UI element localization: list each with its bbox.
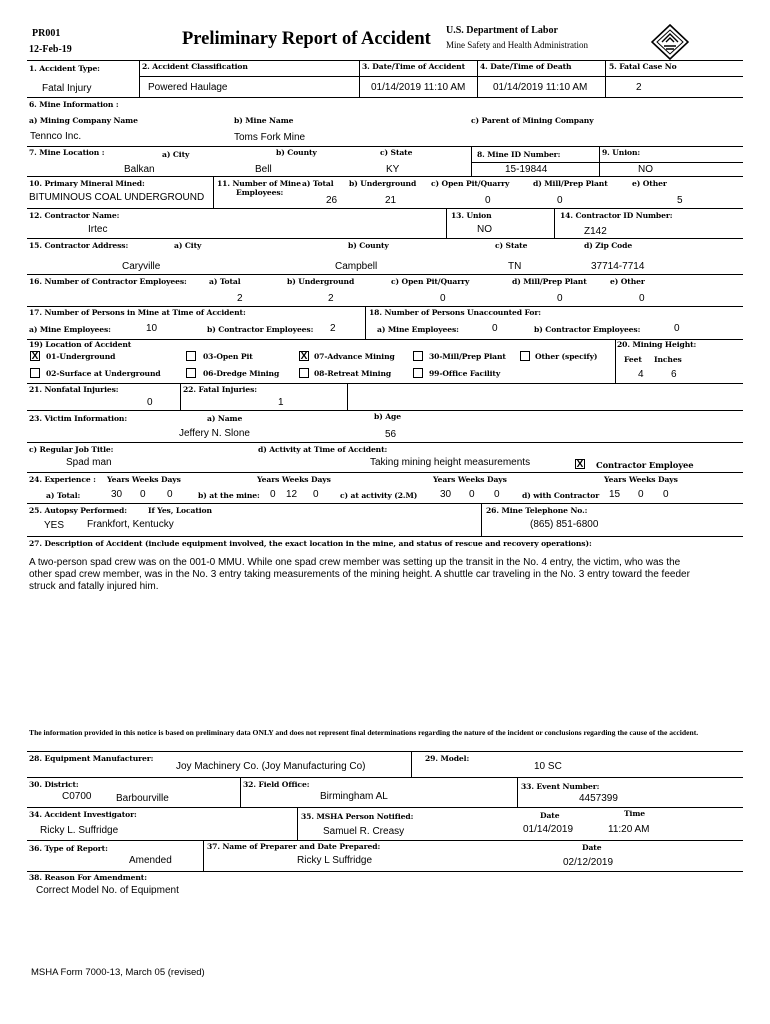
- rule: [27, 503, 743, 504]
- other-location-checkbox[interactable]: [520, 351, 530, 361]
- retreat-mining-checkbox[interactable]: [299, 368, 309, 378]
- mine-state-value: KY: [386, 164, 400, 175]
- mining-height-feet-value: 4: [638, 369, 644, 380]
- open-pit-option-label: 03-Open Pit: [203, 352, 253, 361]
- event-number-value: 4457399: [579, 793, 618, 804]
- contractor-id-label: 14. Contractor ID Number:: [560, 211, 673, 220]
- district-name-value: Barbourville: [116, 793, 169, 804]
- accident-description: A two-person spad crew was on the 001-0 MMU. While one spad crew member was setting up the transit in the No. 4 entry, the victim, who was the other spad crew member, was in the No. 3 entry taking measurements of the mining height. A shuttle car traveling in the No. 3 entry toward the feeder struck and fatally injured him.: [29, 557, 690, 592]
- mine-location-label: 7. Mine Location :: [29, 148, 105, 157]
- mining-height-feet-label: Feet: [624, 355, 642, 364]
- contractor-county-label: b) County: [348, 241, 389, 250]
- rule: [554, 208, 555, 238]
- contractor-underground-label: b) Underground: [287, 277, 355, 286]
- field-office-value: Birmingham AL: [320, 791, 388, 802]
- rule: [599, 146, 600, 176]
- employees-mill-value: 0: [557, 195, 563, 206]
- employees-underground-value: 21: [385, 195, 397, 206]
- rule: [481, 503, 482, 536]
- report-date: 12-Feb-19: [29, 44, 72, 55]
- union-label: 9. Union:: [602, 148, 641, 157]
- mine-phone-value: (865) 851-6800: [530, 519, 599, 530]
- underground-option-label: 01-Underground: [46, 352, 116, 361]
- amendment-reason-value: Correct Model No. of Equipment: [36, 885, 179, 896]
- accident-class-label: 2. Accident Classification: [142, 62, 248, 71]
- fatal-case-value: 2: [636, 82, 642, 93]
- rule: [213, 176, 214, 208]
- other-location-option-label: Other (specify): [535, 352, 598, 361]
- activity-label: d) Activity at Time of Accident:: [258, 445, 388, 454]
- mine-employees-label-2: Employees:: [236, 188, 284, 197]
- advance-mining-option-label: 07-Advance Mining: [314, 352, 395, 361]
- union-value: NO: [638, 164, 653, 175]
- experience-total-weeks: 0: [140, 489, 146, 500]
- persons-in-mine-label: 17. Number of Persons in Mine at Time of Accident:: [29, 308, 246, 317]
- agency-name: Mine Safety and Health Administration: [446, 40, 588, 50]
- mine-county-value: Bell: [255, 164, 272, 175]
- mine-employees-label: 11. Number of Mine: [217, 179, 301, 188]
- persons-mine-employees-value: 10: [146, 323, 158, 334]
- rule: [605, 60, 606, 97]
- dredge-checkbox[interactable]: [186, 368, 196, 378]
- rule: [615, 339, 616, 383]
- mine-id-value: 15-19844: [505, 164, 548, 175]
- contractor-total-value: 2: [237, 293, 243, 304]
- rule: [27, 751, 743, 752]
- experience-total-ywd-header: Years Weeks Days: [107, 475, 181, 484]
- rule: [27, 777, 743, 778]
- experience-total-years: 30: [111, 489, 123, 500]
- employees-other-value: 5: [677, 195, 683, 206]
- underground-checkbox[interactable]: X: [31, 351, 39, 362]
- mill-plant-option-label: 30-Mill/Prep Plant: [429, 352, 506, 361]
- rule: [446, 208, 447, 238]
- accident-type-value: Fatal Injury: [42, 83, 92, 94]
- experience-total-days: 0: [167, 489, 173, 500]
- mining-company-value: Tennco Inc.: [30, 131, 82, 142]
- contractor-union-value: NO: [477, 224, 492, 235]
- rule: [27, 306, 743, 307]
- rule: [27, 176, 743, 177]
- employees-open-pit-value: 0: [485, 195, 491, 206]
- datetime-death-value: 01/14/2019 11:10 AM: [493, 82, 588, 93]
- contractor-zip-value: 37714-7714: [591, 261, 645, 272]
- mining-height-inches-label: Inches: [654, 355, 682, 364]
- department-name: U.S. Department of Labor: [446, 25, 558, 36]
- description-label: 27. Description of Accident (include equipment involved, the exact location in the mine, and status of rescue and recovery operations):: [29, 539, 592, 548]
- primary-mineral-label: 10. Primary Mineral Mined:: [29, 179, 145, 188]
- experience-contractor-weeks: 0: [638, 489, 644, 500]
- experience-total-label: a) Total:: [46, 491, 81, 500]
- contractor-id-value: Z142: [584, 226, 607, 237]
- rule: [477, 60, 478, 97]
- disclaimer-text: The information provided in this notice is based on preliminary data ONLY and does not represent final determinations regarding the nature of the incident or conclusions regarding the cause of the accident.: [29, 728, 699, 737]
- employees-open-pit-label: c) Open Pit/Quarry: [431, 179, 510, 188]
- experience-contractor-years: 15: [609, 489, 621, 500]
- autopsy-value: YES: [44, 520, 65, 531]
- notified-date-label: Date: [540, 811, 560, 820]
- rule: [411, 751, 412, 777]
- contractor-open-pit-value: 0: [440, 293, 446, 304]
- mine-phone-label: 26. Mine Telephone No.:: [486, 506, 588, 515]
- preparer-label: 37. Name of Preparer and Date Prepared:: [207, 842, 381, 851]
- unaccounted-mine-employees-value: 0: [492, 323, 498, 334]
- mine-info-label: 6. Mine Information :: [29, 100, 119, 109]
- contractor-mill-value: 0: [557, 293, 563, 304]
- model-value: 10 SC: [534, 761, 562, 772]
- rule: [27, 97, 743, 98]
- persons-unaccounted-label: 18. Number of Persons Unaccounted For:: [369, 308, 541, 317]
- persons-mine-employees-label: a) Mine Employees:: [29, 325, 111, 334]
- employees-other-label: e) Other: [632, 179, 667, 188]
- contractor-state-label: c) State: [495, 241, 528, 250]
- contractor-underground-value: 2: [328, 293, 334, 304]
- form-id: PR001: [32, 28, 61, 39]
- rule: [240, 777, 241, 807]
- mine-city-label: a) City: [162, 150, 190, 159]
- accident-type-label: 1. Accident Type:: [29, 64, 100, 73]
- report-type-value: Amended: [129, 855, 172, 866]
- experience-activity-years: 30: [440, 489, 452, 500]
- experience-activity-days: 0: [494, 489, 500, 500]
- model-label: 29. Model:: [425, 754, 470, 763]
- mine-id-label: 8. Mine ID Number:: [477, 150, 561, 159]
- page-title: Preliminary Report of Accident: [182, 29, 431, 49]
- accident-class-value: Powered Haulage: [148, 82, 228, 93]
- open-pit-checkbox[interactable]: [186, 351, 196, 361]
- experience-activity-weeks: 0: [469, 489, 475, 500]
- office-facility-option-label: 99-Office Facility: [429, 369, 501, 378]
- primary-mineral-value: BITUMINOUS COAL UNDERGROUND: [29, 192, 205, 203]
- autopsy-label: 25. Autopsy Performed:: [29, 506, 127, 515]
- rule: [27, 840, 743, 841]
- experience-mine-ywd-header: Years Weeks Days: [257, 475, 331, 484]
- rule: [139, 76, 743, 77]
- dredge-option-label: 06-Dredge Mining: [203, 369, 280, 378]
- accident-location-label: 19) Location of Accident: [29, 340, 132, 349]
- notified-time-label: Time: [624, 809, 646, 818]
- contractor-other-label: e) Other: [610, 277, 645, 286]
- field-office-label: 32. Field Office:: [243, 780, 310, 789]
- rule: [203, 840, 204, 871]
- victim-age-value: 56: [385, 429, 397, 440]
- persons-contractor-employees-value: 2: [330, 323, 336, 334]
- experience-activity-label: c) at activity (2.M): [340, 491, 418, 500]
- surface-option-label: 02-Surface at Underground: [46, 369, 161, 378]
- rule: [365, 306, 366, 339]
- contractor-employee-label: Contractor Employee: [596, 460, 694, 470]
- report-type-label: 36. Type of Report:: [29, 844, 108, 853]
- rule: [27, 383, 743, 384]
- employees-mill-label: d) Mill/Prep Plant: [533, 179, 608, 188]
- contractor-name-label: 12. Contractor Name:: [29, 211, 120, 220]
- advance-mining-checkbox[interactable]: X: [300, 351, 308, 362]
- amendment-reason-label: 38. Reason For Amendment:: [29, 873, 147, 882]
- experience-contractor-days: 0: [663, 489, 669, 500]
- rule: [180, 383, 181, 410]
- rule: [27, 472, 743, 473]
- nonfatal-injuries-label: 21. Nonfatal Injuries:: [29, 385, 119, 394]
- mine-county-label: b) County: [276, 148, 317, 157]
- datetime-accident-label: 3. Date/Time of Accident: [362, 62, 466, 71]
- experience-label: 24. Experience :: [29, 475, 96, 484]
- rule: [27, 208, 743, 209]
- parent-company-label: c) Parent of Mining Company: [471, 116, 594, 125]
- investigator-value: Ricky L. Suffridge: [40, 825, 119, 836]
- rule: [27, 60, 743, 61]
- experience-mine-weeks: 12: [286, 489, 298, 500]
- experience-mine-days: 0: [313, 489, 319, 500]
- investigator-label: 34. Accident Investigator:: [29, 810, 137, 819]
- contractor-city-value: Caryville: [122, 261, 161, 272]
- employees-total-value: 26: [326, 195, 338, 206]
- job-title-value: Spad man: [66, 457, 112, 468]
- equipment-manufacturer-value: Joy Machinery Co. (Joy Manufacturing Co): [176, 761, 366, 772]
- prepared-date-label: Date: [582, 843, 602, 852]
- autopsy-location-value: Frankfort, Kentucky: [87, 519, 174, 530]
- msha-notified-label: 35. MSHA Person Notified:: [301, 812, 414, 821]
- victim-info-label: 23. Victim Information:: [29, 414, 128, 423]
- retreat-mining-option-label: 08-Retreat Mining: [314, 369, 392, 378]
- experience-mine-label: b) at the mine:: [198, 491, 260, 500]
- rule: [27, 274, 743, 275]
- experience-contractor-ywd-header: Years Weeks Days: [604, 475, 678, 484]
- nonfatal-injuries-value: 0: [147, 397, 153, 408]
- unaccounted-mine-employees-label: a) Mine Employees:: [377, 325, 459, 334]
- district-label: 30. District:: [29, 780, 79, 789]
- rule: [517, 777, 518, 807]
- rule: [27, 146, 743, 147]
- rule: [471, 146, 472, 176]
- rule: [27, 410, 743, 411]
- office-facility-checkbox[interactable]: [413, 368, 423, 378]
- contractor-employees-label: 16. Number of Contractor Employees:: [29, 277, 187, 286]
- mining-height-inches-value: 6: [671, 369, 677, 380]
- contractor-other-value: 0: [639, 293, 645, 304]
- prepared-date-value: 02/12/2019: [563, 857, 614, 868]
- mine-state-label: c) State: [380, 148, 413, 157]
- rule: [27, 536, 743, 537]
- notified-time-value: 11:20 AM: [608, 824, 650, 835]
- contractor-zip-label: d) Zip Code: [584, 241, 633, 250]
- unaccounted-contractor-employees-value: 0: [674, 323, 680, 334]
- rule: [297, 807, 298, 840]
- mill-plant-checkbox[interactable]: [413, 351, 423, 361]
- rule: [27, 238, 743, 239]
- contractor-mill-label: d) Mill/Prep Plant: [512, 277, 587, 286]
- contractor-total-label: a) Total: [209, 277, 241, 286]
- victim-name-label: a) Name: [207, 414, 243, 423]
- contractor-employee-checkbox[interactable]: X: [576, 459, 584, 470]
- autopsy-location-label: If Yes, Location: [148, 506, 212, 515]
- mining-height-label: 20. Mining Height:: [617, 340, 697, 349]
- msha-notified-value: Samuel R. Creasy: [323, 826, 405, 837]
- rule: [27, 871, 743, 872]
- district-code-value: C0700: [62, 791, 92, 802]
- mine-name-value: Toms Fork Mine: [234, 132, 306, 143]
- rule: [359, 60, 360, 97]
- activity-value: Taking mining height measurements: [370, 457, 531, 468]
- experience-mine-years: 0: [270, 489, 276, 500]
- contractor-city-label: a) City: [174, 241, 202, 250]
- fatal-case-label: 5. Fatal Case No: [609, 62, 677, 71]
- job-title-label: c) Regular Job Title:: [29, 445, 114, 454]
- contractor-state-value: TN: [508, 261, 522, 272]
- surface-checkbox[interactable]: [30, 368, 40, 378]
- mine-name-label: b) Mine Name: [234, 116, 294, 125]
- event-number-label: 33. Event Number:: [521, 782, 600, 791]
- mine-city-value: Balkan: [124, 164, 155, 175]
- rule: [139, 60, 140, 97]
- contractor-name-value: Irtec: [88, 224, 108, 235]
- fatal-injuries-label: 22. Fatal Injuries:: [183, 385, 257, 394]
- contractor-union-label: 13. Union: [451, 211, 492, 220]
- rule: [347, 383, 348, 410]
- fatal-injuries-value: 1: [278, 397, 284, 408]
- experience-activity-ywd-header: Years Weeks Days: [433, 475, 507, 484]
- contractor-county-value: Campbell: [335, 261, 378, 272]
- unaccounted-contractor-employees-label: b) Contractor Employees:: [534, 325, 641, 334]
- form-footer: MSHA Form 7000-13, March 05 (revised): [31, 967, 205, 978]
- dol-seal-icon: [651, 24, 689, 60]
- experience-contractor-label: d) with Contractor: [522, 491, 600, 500]
- preparer-value: Ricky L Suffridge: [297, 855, 373, 866]
- rule: [471, 162, 743, 163]
- equipment-manufacturer-label: 28. Equipment Manufacturer:: [29, 754, 154, 763]
- victim-name-value: Jeffery N. Slone: [179, 428, 250, 439]
- notified-date-value: 01/14/2019: [523, 824, 574, 835]
- mining-company-label: a) Mining Company Name: [29, 116, 138, 125]
- datetime-death-label: 4. Date/Time of Death: [480, 62, 572, 71]
- datetime-accident-value: 01/14/2019 11:10 AM: [371, 82, 466, 93]
- contractor-address-label: 15. Contractor Address:: [29, 241, 129, 250]
- employees-underground-label: b) Underground: [349, 179, 417, 188]
- persons-contractor-employees-label: b) Contractor Employees:: [207, 325, 314, 334]
- contractor-open-pit-label: c) Open Pit/Quarry: [391, 277, 470, 286]
- rule: [27, 442, 743, 443]
- rule: [27, 807, 743, 808]
- victim-age-label: b) Age: [374, 412, 401, 421]
- employees-total-label: a) Total: [302, 179, 334, 188]
